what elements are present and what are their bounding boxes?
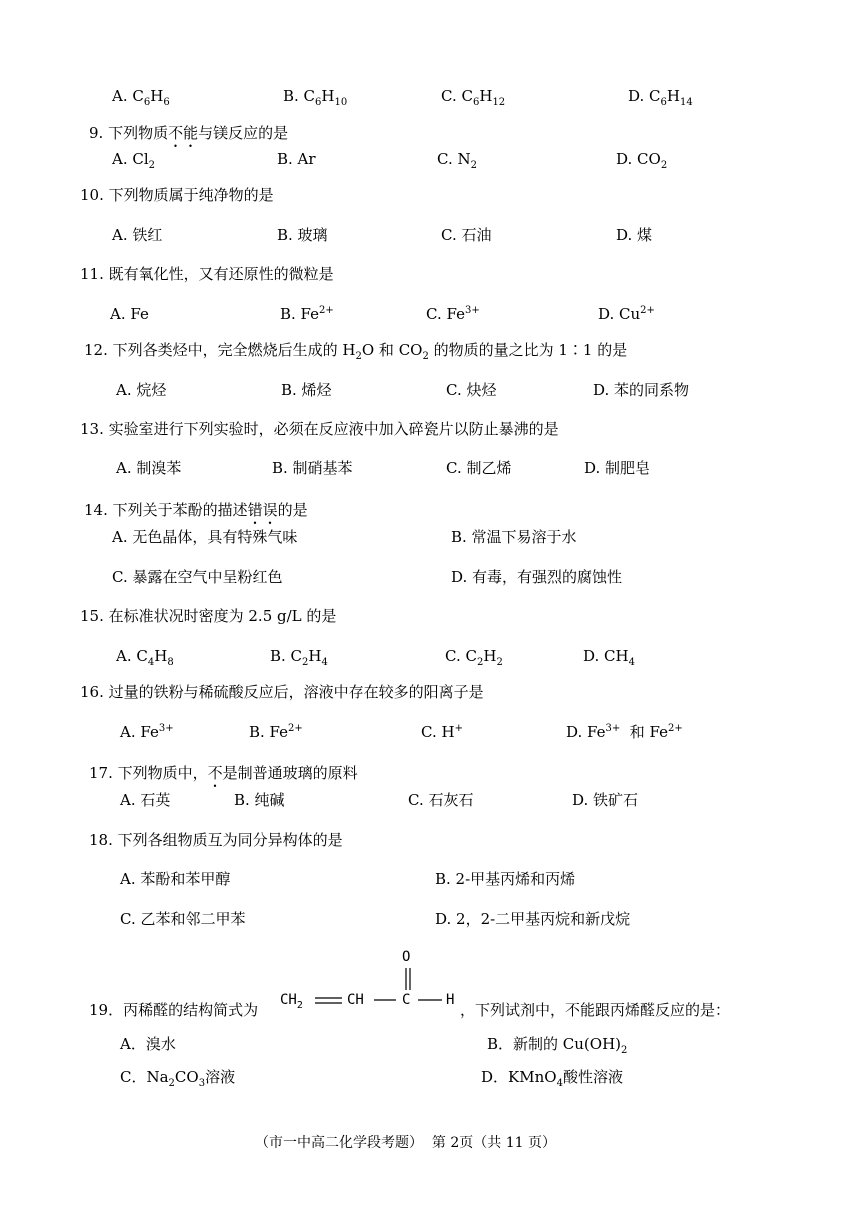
q8-option-d: D. $C_6H_{14}$ — [628, 87, 693, 108]
q16-stem: 16. 过量的铁粉与稀硫酸反应后，溶液中存在较多的阳离子是 — [80, 683, 484, 701]
q12-option-b: B. 烯烃 — [281, 381, 332, 399]
q13-option-c: C. 制乙烯 — [446, 459, 512, 477]
q15-option-c: C. $C_2H_2$ — [445, 647, 503, 668]
q10-option-a: A. 铁红 — [112, 226, 163, 244]
q9-option-c: C. $N_2$ — [437, 150, 477, 171]
q16-option-a: A. $Fe^{3+}$ — [120, 723, 174, 741]
q11-option-a: A. Fe — [110, 305, 149, 323]
q18-option-b: B. 2-甲基丙烯和丙烯 — [435, 870, 576, 888]
q9-option-d: D. $CO_2$ — [616, 150, 668, 171]
q19-option-c: C．$Na_2CO_3$溶液 — [120, 1068, 236, 1089]
q18-stem: 18. 下列各组物质互为同分异构体的是 — [89, 831, 343, 849]
q15-option-a: A. $C_4H_8$ — [116, 647, 174, 668]
q17-option-b: B. 纯碱 — [234, 791, 285, 809]
q19-option-b: B．新制的 $Cu(OH)_2$ — [487, 1035, 628, 1056]
q9-option-a: A. $Cl_2$ — [112, 150, 156, 171]
q15-stem: 15. 在标准状况时密度为 2.5 g/L 的是 — [80, 607, 337, 625]
q13-stem: 13. 实验室进行下列实验时，必须在反应液中加入碎瓷片以防止暴沸的是 — [80, 420, 559, 438]
q14-option-b: B. 常温下易溶于水 — [451, 528, 577, 546]
q12-option-d: D. 苯的同系物 — [593, 381, 690, 399]
q15-option-b: B. $C_2H_4$ — [270, 647, 328, 668]
q16-option-d: D. $Fe^{3+}$ 和 $Fe^{2+}$ — [566, 723, 683, 741]
q11-option-d: D. $Cu^{2+}$ — [598, 305, 655, 323]
q12-option-a: A. 烷烃 — [116, 381, 167, 399]
q9-option-b: B. Ar — [277, 150, 316, 168]
q14-stem: 14. 下列关于苯酚的描述错误的是 — [84, 501, 308, 519]
q10-stem: 10. 下列物质属于纯净物的是 — [80, 186, 274, 204]
q18-option-a: A. 苯酚和苯甲醇 — [120, 870, 231, 888]
q14-option-a: A. 无色晶体，具有特殊气味 — [112, 528, 298, 546]
q8-option-b: B. $C_6H_{10}$ — [283, 87, 348, 108]
q17-stem: 17. 下列物质中，不是制普通玻璃的原料 — [89, 764, 358, 782]
q10-option-c: C. 石油 — [441, 226, 492, 244]
formula-carbon: C — [402, 992, 411, 1008]
q17-option-d: D. 铁矿石 — [572, 791, 639, 809]
q17-option-c: C. 石灰石 — [408, 791, 474, 809]
formula-oxygen: O — [402, 949, 411, 965]
q19-option-a: A．溴水 — [120, 1035, 176, 1053]
q16-option-b: B. $Fe^{2+}$ — [249, 723, 303, 741]
q19-stem-suffix: ，下列试剂中，不能跟丙烯醛反应的是： — [460, 1001, 731, 1019]
q13-option-b: B. 制硝基苯 — [272, 459, 353, 477]
q10-option-d: D. 煤 — [616, 226, 653, 244]
q15-option-d: D. $CH_4$ — [583, 647, 635, 668]
q19-stem-prefix: 19．丙稀醛的结构简式为 — [89, 1001, 259, 1019]
formula-ch: CH — [347, 992, 364, 1008]
q12-stem: 12. 下列各类烃中，完全燃烧后生成的 $H_2O$ 和 $CO_2$ 的物质的量之比为 1∶1 的是 — [84, 341, 628, 362]
page-footer: （市一中高二化学段考题） 第 2页（共 11 页） — [255, 1135, 556, 1151]
q10-option-b: B. 玻璃 — [277, 226, 328, 244]
q8-option-c: C. $C_6H_{12}$ — [441, 87, 506, 108]
q17-option-a: A. 石英 — [120, 791, 171, 809]
q11-option-c: C. $Fe^{3+}$ — [426, 305, 480, 323]
q14-option-c: C. 暴露在空气中呈粉红色 — [112, 568, 283, 586]
q19-option-d: D．KMnO$_4$酸性溶液 — [481, 1068, 623, 1089]
q16-option-c: C. H+ — [421, 723, 463, 741]
q18-option-c: C. 乙苯和邻二甲苯 — [120, 910, 246, 928]
formula-ch2: $CH_2$ — [280, 992, 303, 1011]
q18-option-d: D. 2，2-二甲基丙烷和新戊烷 — [435, 910, 631, 928]
q13-option-a: A. 制溴苯 — [116, 459, 182, 477]
formula-hydrogen: H — [446, 992, 455, 1008]
q13-option-d: D. 制肥皂 — [584, 459, 651, 477]
q11-option-b: B. $Fe^{2+}$ — [280, 305, 334, 323]
formula-bonds — [278, 950, 460, 1022]
q19-structural-formula — [278, 950, 460, 1022]
q8-option-a: A. $C_6H_6$ — [112, 87, 170, 108]
q9-stem: 9. 下列物质不能与镁反应的是 — [89, 124, 289, 142]
q12-option-c: C. 炔烃 — [446, 381, 497, 399]
q11-stem: 11. 既有氧化性，又有还原性的微粒是 — [80, 265, 334, 283]
q14-option-d: D. 有毒，有强烈的腐蚀性 — [451, 568, 623, 586]
